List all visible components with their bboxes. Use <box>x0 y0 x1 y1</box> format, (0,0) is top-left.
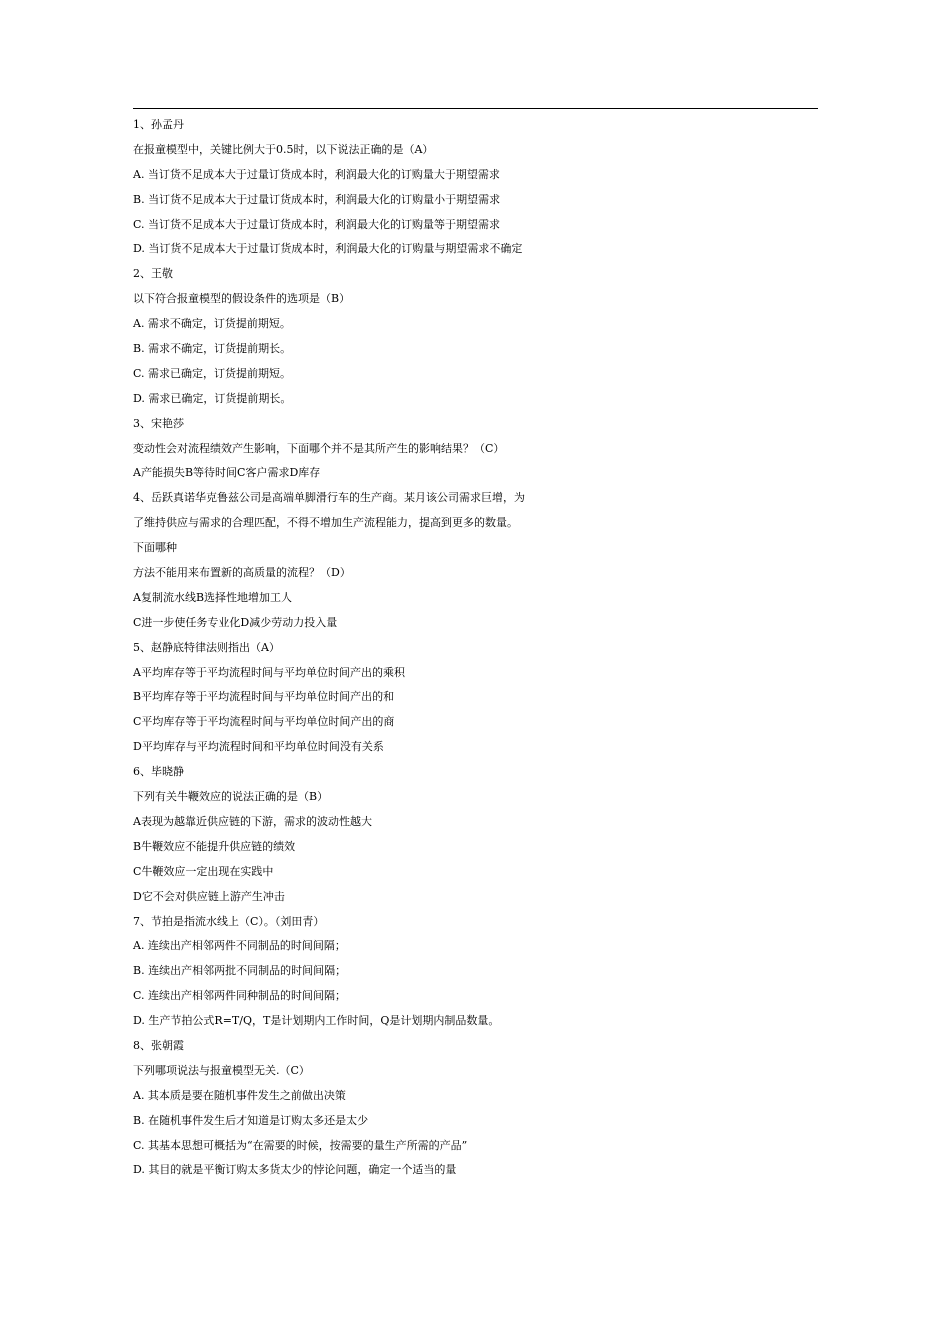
text-line: A表现为越靠近供应链的下游，需求的波动性越大 <box>133 814 372 828</box>
text-line: 6、毕晓静 <box>133 765 184 779</box>
text-line: C. 连续出产相邻两件同种制品的时间间隔； <box>133 989 347 1003</box>
text-line: D. 需求已确定，订货提前期长。 <box>133 391 292 405</box>
text-line: B. 当订货不足成本大于过量订货成本时，利润最大化的订购量小于期望需求 <box>133 192 501 206</box>
text-line: C进一步使任务专业化D减少劳动力投入量 <box>133 615 338 629</box>
text-line: 下面哪种 <box>133 541 177 555</box>
text-line: C. 当订货不足成本大于过量订货成本时，利润最大化的订购量等于期望需求 <box>133 217 501 231</box>
text-line: C牛鞭效应一定出现在实践中 <box>133 864 274 878</box>
text-line: 了维持供应与需求的合理匹配，不得不增加生产流程能力，提高到更多的数量。 <box>133 516 518 530</box>
text-line: 下列有关牛鞭效应的说法正确的是（B） <box>133 790 329 804</box>
text-line: A. 其本质是要在随机事件发生之前做出决策 <box>133 1088 346 1102</box>
text-line: 2、王敬 <box>133 267 173 281</box>
text-line: D平均库存与平均流程时间和平均单位时间没有关系 <box>133 740 384 754</box>
text-line: A产能损失B等待时间C客户需求D库存 <box>133 466 321 480</box>
text-line: C. 需求已确定，订货提前期短。 <box>133 366 292 380</box>
text-line: A. 需求不确定，订货提前期短。 <box>133 317 291 331</box>
text-line: B. 在随机事件发生后才知道是订购太多还是太少 <box>133 1113 369 1127</box>
header-rule <box>133 108 818 109</box>
text-line: 下列哪项说法与报童模型无关.（C） <box>133 1063 310 1077</box>
text-line: 8、张朝霞 <box>133 1038 184 1052</box>
text-line: 以下符合报童模型的假设条件的选项是（B） <box>133 292 351 306</box>
text-line: B. 连续出产相邻两批不同制品的时间间隔； <box>133 964 347 978</box>
text-line: 1、孙孟丹 <box>133 118 184 131</box>
text-line: A平均库存等于平均流程时间与平均单位时间产出的乘积 <box>133 665 405 679</box>
text-line: 5、赵静底特律法则指出（A） <box>133 640 280 654</box>
text-line: D. 生产节拍公式R=T/Q，T是计划期内工作时间，Q是计划期内制品数量。 <box>133 1014 500 1028</box>
text-line: C. 其基本思想可概括为“在需要的时候，按需要的量生产所需的产品” <box>133 1138 468 1152</box>
text-line: 4、岳跃真诺华克鲁兹公司是高端单脚滑行车的生产商。某月该公司需求巨增，为 <box>133 491 525 505</box>
text-line: 7、节拍是指流水线上（C）。（刘田青） <box>133 914 325 928</box>
document-body <box>133 113 823 1183</box>
text-line: A. 当订货不足成本大于过量订货成本时，利润最大化的订购量大于期望需求 <box>133 167 500 181</box>
text-line: B平均库存等于平均流程时间与平均单位时间产出的和 <box>133 690 395 704</box>
text-line: B牛鞭效应不能提升供应链的绩效 <box>133 839 296 853</box>
text-line: A. 连续出产相邻两件不同制品的时间间隔； <box>133 939 346 953</box>
text-line: D它不会对供应链上游产生冲击 <box>133 889 285 903</box>
text-line: A复制流水线B选择性地增加工人 <box>133 590 293 604</box>
text-line: C平均库存等于平均流程时间与平均单位时间产出的商 <box>133 715 395 729</box>
text-line: 方法不能用来布置新的高质量的流程？（D） <box>133 566 351 580</box>
text-line: 变动性会对流程绩效产生影响，下面哪个并不是其所产生的影响结果？（C） <box>133 441 505 455</box>
text-line: B. 需求不确定，订货提前期长。 <box>133 342 292 356</box>
text-line: D. 其目的就是平衡订购太多货太少的悖论问题，确定一个适当的量 <box>133 1163 457 1177</box>
text-line: D. 当订货不足成本大于过量订货成本时，利润最大化的订购量与期望需求不确定 <box>133 242 523 256</box>
text-line: 3、宋艳莎 <box>133 416 184 430</box>
text-line: 在报童模型中，关键比例大于0.5时，以下说法正确的是（A） <box>133 142 434 156</box>
